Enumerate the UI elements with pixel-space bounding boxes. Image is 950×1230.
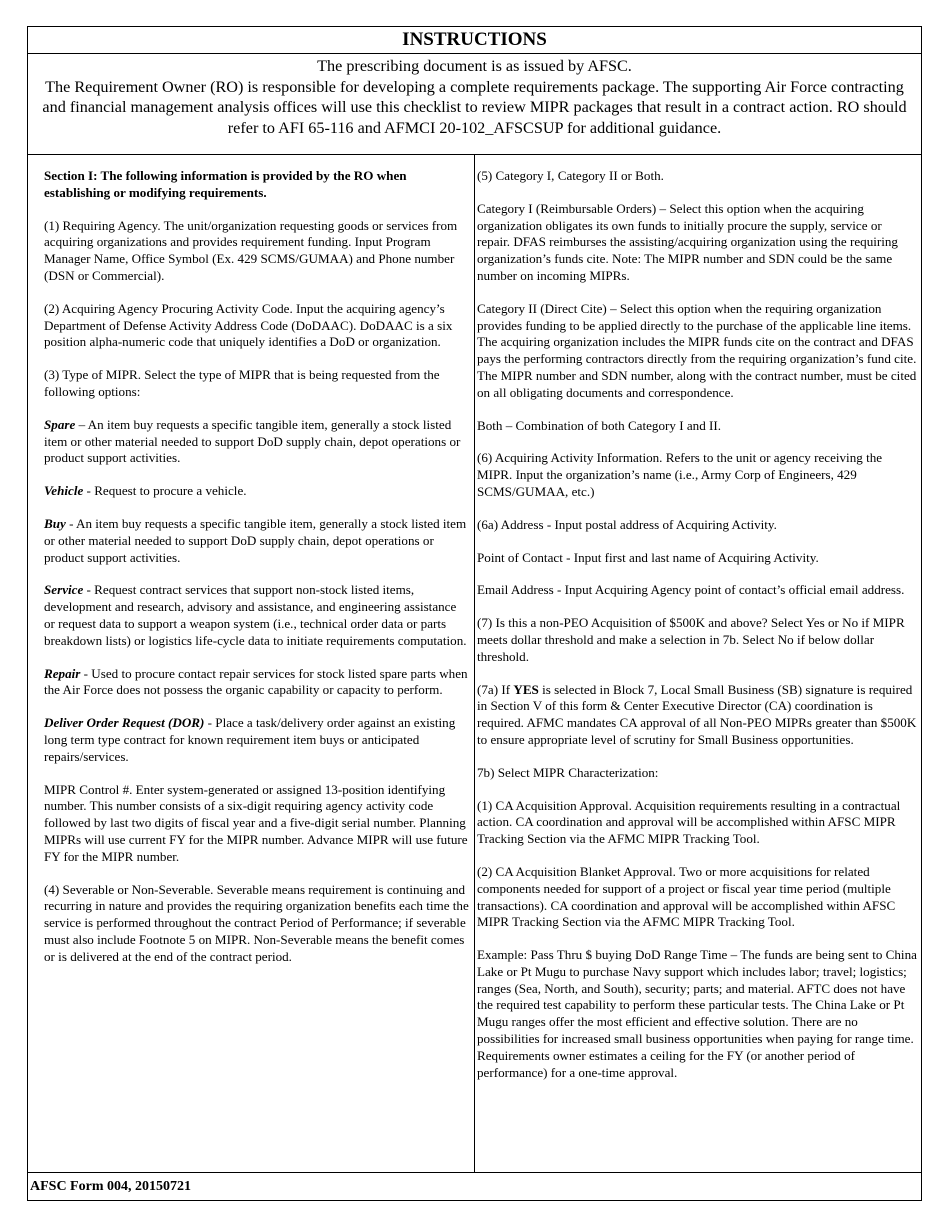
dor-text: - Place a task/delivery order against an existing long term type contract for known requirement item buys or anticipated repairs/services. [44, 715, 456, 764]
spare-term: Spare [44, 416, 76, 432]
buy-paragraph [44, 516, 470, 566]
yes-emphasis: YES [513, 681, 539, 697]
section-heading: Section I: The following information is provided by the RO when establishing or modifying requirements. [44, 168, 407, 200]
repair-term: Repair [44, 665, 81, 681]
category-2-paragraph: Category II (Direct Cite) – Select this option when the requiring organization provides funding to be applied directly to the purchase of the applicable line items. The acquiring organization includes the MIPR funds cite on the contract and DFAS pays the performing contractors directly from the requiring organization’s fund cite. The MIPR number and SDN number, along with the contract number, must be cited on all obligating documents and correspondence. [477, 300, 917, 400]
non-peo-paragraph: (7) Is this a non-PEO Acquisition of $500K and above? Select Yes or No if MIPR meets dollar threshold and make a selection in 7b. Select No if below dollar threshold. [477, 615, 905, 664]
block-7a-paragraph [477, 682, 918, 749]
requiring-agency-paragraph: (1) Requiring Agency. The unit/organization requesting goods or services from acquiring organizations and provides requirement funding. Input Program Manager Name, Office Symbol (Ex. 429 SCMS/GUMAA) and Phone number (DSN or Commercial). [44, 217, 458, 283]
ca-blanket-approval-paragraph: (2) CA Acquisition Blanket Approval. Two or more acquisitions for related components needed for support of a project or fiscal year time period (multiple transactions). CA coordination and approval will be accomplished within AFSC MIPR Tracking Section via the AFMC MIPR Tracking Tool. [477, 863, 896, 930]
vehicle-term: Vehicle [44, 483, 84, 499]
intro-block [28, 54, 921, 155]
block-7a-text: is selected in Block 7, Local Small Business (SB) signature is required in Section V of this form & Center Executive Director (CA) coordination is required. AFMC mandates CA approval of all Non-PEO MIPRs greater than $500K to ensure appropriate level of scrutiny for Small Business opportunities. [477, 681, 917, 747]
dor-paragraph [44, 715, 470, 765]
block-7a-prefix: (7a) If [477, 681, 514, 697]
service-text: - Request contract services that support non-stock listed items, development and research, advisory and assistance, and engineering assistance or request data to support a weapon system (i.e., technical order data or parts breakdown lists) or logistics life-cycle data to initiate requirements computation. [44, 582, 467, 648]
form-footer: AFSC Form 004, 20150721 [30, 1179, 191, 1194]
category-1-paragraph: Category I (Reimbursable Orders) – Select this option when the acquiring organization obligates its own funds to initially procure the supply, service or repair. DFAS reimburses the assisting/acquiring organization using the requiring organization’s funds cite. Note: The MIPR number and SDN could be the same number on incoming MIPRs. [477, 200, 898, 283]
ca-approval-paragraph: (1) CA Acquisition Approval. Acquisition requirements resulting in a contractual action. CA coordination and approval will be accomplished within AFSC MIPR Tracking Section via the AFMC MIPR Tracking Tool. [477, 797, 901, 847]
example-paragraph: Example: Pass Thru $ buying DoD Range Time – The funds are being sent to China Lake or Pt Mugu to purchase Navy support which includes labor; travel; logistics; ranges (Sea, North, and South), security; parts; and material. AFTC does not have the required test capability to perform these particular tests. The China Lake or Pt Mugu ranges offer the most efficient and effective solution. There are no possibilities for increased small business opportunities when paying for range time. Requirements owner estimates a ceiling for the FY (or another period of performance) for a one-time approval. [477, 947, 917, 1080]
service-term: Service [44, 582, 84, 598]
repair-text: - Used to procure contact repair services for stock listed spare parts when the Air Force does not possess the organic capability or capacity to perform. [44, 665, 468, 698]
point-of-contact-paragraph: Point of Contact - Input first and last name of Acquiring Activity. [477, 549, 819, 565]
prescribing-document-line: The prescribing document is as issued by AFSC. [317, 57, 632, 75]
buy-text: - An item buy requests a specific tangible item, generally a stock listed item or other material needed to support DoD supply chain, depot operations or product support activities. [44, 515, 467, 565]
service-paragraph [44, 582, 470, 649]
both-paragraph: Both – Combination of both Category I and II. [477, 417, 722, 433]
repair-paragraph [44, 666, 470, 700]
dor-term: Deliver Order Request (DOR) [44, 715, 205, 731]
acquiring-activity-paragraph: (6) Acquiring Activity Information. Refers to the unit or agency receiving the MIPR. Input the organization’s name (i.e., Army Corp of Engineers, 429 SCMS/GUMAA, etc.) [477, 450, 883, 499]
right-column [475, 155, 921, 1172]
severable-paragraph: (4) Severable or Non-Severable. Severable means requirement is continuing and recurring in nature and provides the requiring organization benefits each time the service is performed throughout the contract Period of Performance; if severable must also include Footnote 5 on MIPR. Non-Severable means the benefit comes or is delivered at the end of the contract period. [44, 881, 469, 964]
instructions-form [27, 26, 922, 1201]
email-address-paragraph: Email Address - Input Acquiring Agency point of contact’s official email address. [477, 582, 905, 598]
instructions-columns [28, 155, 921, 1173]
buy-term: Buy [44, 515, 66, 531]
mipr-control-paragraph: MIPR Control #. Enter system-generated or assigned 13-position identifying number. This number consists of a six-digit requiring agency activity code followed by last two digits of fiscal year and a five-digit serial number. Planning MIPRs will use current FY for the MIPR number. Advance MIPR will use future FY for the MIPR number. [44, 781, 468, 864]
spare-text: – An item buy requests a specific tangible item, generally a stock listed item or other material needed to support DoD supply chain, depot operations or product support activities. [44, 416, 461, 466]
vehicle-text: - Request to procure a vehicle. [83, 483, 247, 499]
left-column [28, 155, 475, 1172]
category-paragraph: (5) Category I, Category II or Both. [477, 168, 664, 183]
spare-paragraph [44, 417, 470, 467]
type-of-mipr-paragraph: (3) Type of MIPR. Select the type of MIPR that is being requested from the following options: [44, 367, 440, 399]
address-paragraph: (6a) Address - Input postal address of Acquiring Activity. [477, 516, 777, 532]
vehicle-paragraph [44, 483, 470, 500]
requirement-owner-paragraph: The Requirement Owner (RO) is responsible for developing a complete requirements package. The supporting Air Force contracting and financial management analysis offices will use this checklist to review MIPR packages that result in a contract action. RO should refer to AFI 65-116 and AFMCI 20-102_AFSCSUP for additional guidance. [42, 77, 907, 137]
acquiring-agency-paragraph: (2) Acquiring Agency Procuring Activity Code. Input the acquiring agency’s Department of Defense Activity Address Code (DoDAAC). DoDAAC is a six position alpha-numeric code that uniquely identifies a DoD or organization. [44, 300, 453, 350]
block-7b-paragraph: 7b) Select MIPR Characterization: [477, 764, 659, 780]
page-title: INSTRUCTIONS [28, 27, 921, 54]
